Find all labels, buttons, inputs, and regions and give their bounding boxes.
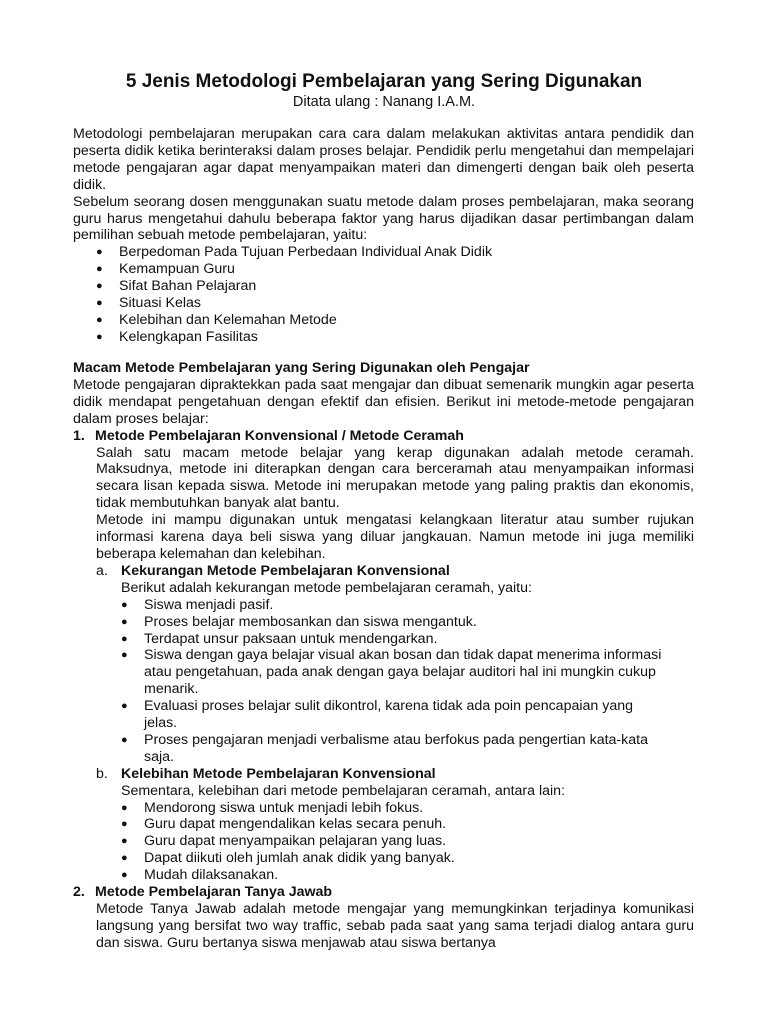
methods-section [73, 360, 694, 952]
method-1-paragraph-2: Metode ini mampu digunakan untuk mengatasi kelangkaan literatur atau sumber rujukan informasi karena daya beli siswa yang diluar jangkauan. Namun metode ini juga memiliki beberapa kelemahan dan kelebihan. [96, 512, 694, 562]
method-2-paragraph: Metode Tanya Jawab adalah metode mengajar yang memungkinkan terjadinya komunikasi langsung yang bersifat two way traffic, sebab pada saat yang sama terjadi dialog antara guru dan siswa. Guru bertanya siswa menjawab atau siswa bertanya [96, 901, 694, 951]
method-1-body [73, 445, 694, 885]
sub-b-intro: Sementara, kelebihan dari metode pembelajaran ceramah, antara lain: [121, 782, 566, 799]
bullet-icon: ● [121, 598, 128, 611]
sub-a-list [121, 597, 694, 766]
list-item: ● Situasi Kelas [96, 295, 202, 312]
bullet-icon: ● [96, 246, 103, 259]
sub-a-heading: a. Kekurangan Metode Pembelajaran Konvensional [96, 562, 450, 579]
list-item: ● Siswa dengan gaya belajar visual akan bosan dan tidak dapat menerima informasi atau pengetahuan, pada anak dengan gaya belajar auditori hal ini mungkin cukup menarik. [121, 647, 662, 698]
bullet-icon: ● [96, 263, 103, 276]
list-item: ● Proses belajar membosankan dan siswa mengantuk. [121, 613, 477, 630]
bullet-icon: ● [121, 649, 128, 662]
list-item: ● Mudah dilaksanakan. [121, 867, 279, 884]
sub-b-heading: b. Kelebihan Metode Pembelajaran Konvensional [96, 765, 436, 782]
list-item: ● Proses pengajaran menjadi verbalisme atau berfokus pada pengertian kata-kata saja. [121, 731, 648, 765]
list-item: ● Siswa menjadi pasif. [121, 596, 274, 613]
list-item: ● Guru dapat mengendalikan kelas secara penuh. [121, 816, 447, 833]
list-item: ● Dapat diikuti oleh jumlah anak didik yang banyak. [121, 850, 455, 867]
bullet-icon: ● [96, 297, 103, 310]
method-1-heading: 1. Metode Pembelajaran Konvensional / Metode Ceramah [73, 427, 464, 444]
document-subtitle: Ditata ulang : Nanang I.A.M. [292, 94, 476, 110]
intro-section [73, 126, 694, 346]
bullet-icon: ● [121, 615, 128, 628]
method-1-paragraph-1: Salah satu macam metode belajar yang kerap digunakan adalah metode ceramah. Maksudnya, metode ini diterapkan dengan cara berceramah atau menyampaikan informasi secara lisan kepada siswa. Metode ini merupakan metode yang paling praktis dan ekonomis, tidak membutuhkan banyak alat bantu. [96, 444, 694, 512]
document-title: 5 Jenis Metodologi Pembelajaran yang Sering Digunakan [125, 71, 643, 92]
intro-paragraph-2: Sebelum seorang dosen menggunakan suatu metode dalam proses pembelajaran, maka seorang guru harus mengetahui dahulu beberapa faktor yang harus dijadikan dasar pertimbangan dalam pemilihan sebuah metode pembelajaran, yaitu: [73, 193, 694, 244]
intro-paragraph-1: Metodologi pembelajaran merupakan cara cara dalam melakukan aktivitas antara pendidik dan peserta didik ketika berinteraksi dalam proses belajar. Pendidik perlu mengetahui dan mempelajari metode pengajaran agar dapat menyampaikan materi dan dimengerti dengan baik oleh peserta didik. [73, 126, 694, 193]
list-item: ● Kemampuan Guru [96, 261, 235, 278]
list-item: ● Guru dapat menyampaikan pelajaran yang luas. [121, 833, 447, 850]
section-paragraph: Metode pengajaran dipraktekkan pada saat mengajar dan dibuat semenarik mungkin agar peserta didik mendapat pengetahuan dengan efektif dan efisien. Berikut ini metode-metode pengajaran dalam proses belajar: [73, 376, 694, 427]
bullet-icon: ● [121, 632, 128, 645]
bullet-icon: ● [96, 313, 103, 326]
sub-b-list [121, 800, 694, 885]
bullet-icon: ● [96, 330, 103, 343]
bullet-icon: ● [96, 280, 103, 293]
method-2-heading: 2. Metode Pembelajaran Tanya Jawab [73, 884, 333, 901]
list-item: ● Berpedoman Pada Tujuan Perbedaan Individual Anak Didik [96, 244, 493, 261]
section-heading: Macam Metode Pembelajaran yang Sering Digunakan oleh Pengajar [73, 360, 530, 376]
method-2-body [73, 901, 694, 952]
list-item: ● Mendorong siswa untuk menjadi lebih fokus. [121, 799, 424, 816]
list-item: ● Terdapat unsur paksaan untuk mendengarkan. [121, 630, 438, 647]
bullet-icon: ● [121, 801, 128, 814]
bullet-icon: ● [121, 818, 128, 831]
list-item: ● Sifat Bahan Pelajaran [96, 278, 257, 295]
bullet-icon: ● [121, 852, 128, 865]
bullet-icon: ● [121, 700, 128, 713]
factor-list [73, 244, 694, 345]
bullet-icon: ● [121, 835, 128, 848]
bullet-icon: ● [121, 733, 128, 746]
list-item: ● Kelebihan dan Kelemahan Metode [96, 311, 337, 328]
list-item: ● Kelengkapan Fasilitas [96, 328, 258, 345]
sub-a-intro: Berikut adalah kekurangan metode pembelajaran ceramah, yaitu: [121, 579, 532, 596]
bullet-icon: ● [121, 869, 128, 882]
sub-a-body [96, 580, 694, 766]
list-item: ● Evaluasi proses belajar sulit dikontrol, karena tidak ada poin pencapaian yang jelas. [121, 698, 633, 732]
sub-b-body [96, 783, 694, 884]
